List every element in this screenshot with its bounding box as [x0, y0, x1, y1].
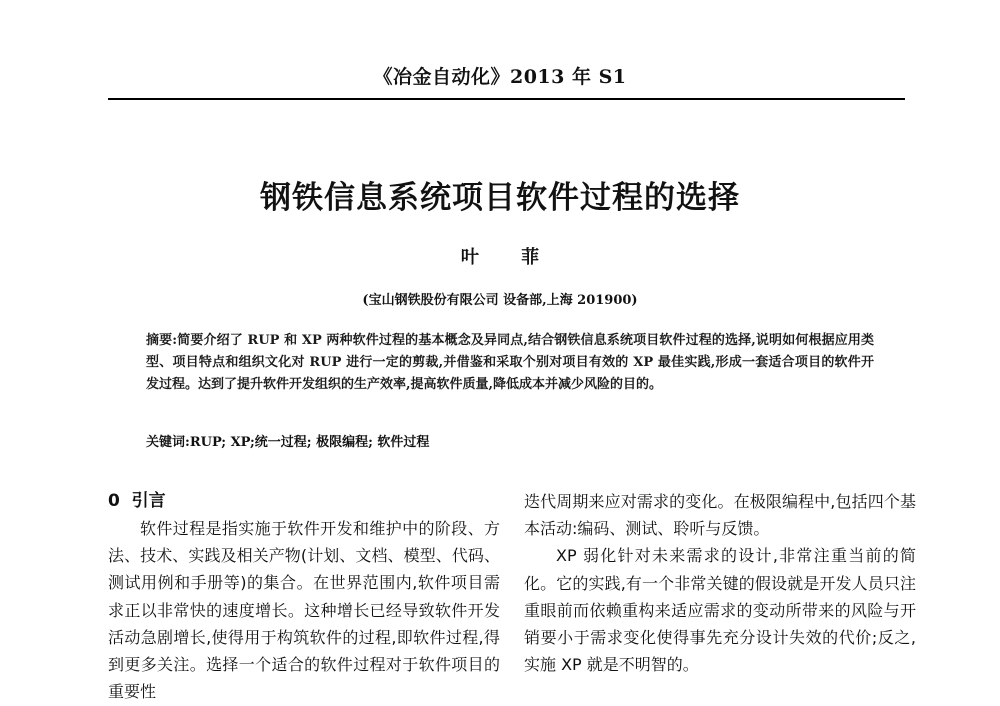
abstract — [146, 330, 874, 396]
body-paragraph-continued: 迭代周期来应对需求的变化。在极限编程中,包括四个基本活动:编码、测试、聆听与反馈。 — [524, 492, 916, 539]
abstract-text: 简要介绍了 RUP 和 XP 两种软件过程的基本概念及异同点,结合钢铁信息系统项目软件过程的选择,说明如何根据应用类型、项目特点和组织文化对 RUP 进行一定的剪裁,并借鉴和采取个别对项目有效的 XP 最佳实践,形成一套适合项目的软件开发过程。达到了提升软件开发组织的生产效率,提高软件质量,降低成本并减少风险的目的。 — [146, 333, 874, 392]
left-column — [108, 488, 500, 705]
abstract-label: 摘要: — [146, 333, 178, 348]
right-column — [524, 488, 916, 678]
keywords — [146, 432, 874, 454]
author-name: 叶 菲 — [460, 247, 558, 268]
body-paragraph: XP 弱化针对未来需求的设计,非常注重当前的简化。它的实践,有一个非常关键的假设就是开发人员只注重眼前而依赖重构来适应需求的变动所带来的风险与开销要小于需求变化使得事先充分设计失效的代价;反之,实施 XP 就是不明智的。 — [524, 546, 916, 675]
keywords-label: 关键词: — [146, 435, 190, 450]
header-rule — [108, 98, 905, 100]
journal-header: 《冶金自动化》2013 年 S1 — [373, 66, 627, 88]
section-heading-introduction: 0 引言 — [108, 491, 166, 511]
body-paragraph: 软件过程是指实施于软件开发和维护中的阶段、方法、技术、实践及相关产物(计划、文档、模型、代码、测试用例和手册等)的集合。在世界范围内,软件项目需求正以非常快的速度增长。这种增长已经导致软件开发活动急剧增长,使得用于构筑软件的过程,即软件过程,得到更多关注。选择一个适合的软件过程对于软件项目的重要性 — [108, 519, 500, 702]
paper-title: 钢铁信息系统项目软件过程的选择 — [260, 180, 740, 216]
author-affiliation: (宝山钢铁股份有限公司 设备部,上海 201900) — [362, 293, 638, 308]
keywords-text: RUP; XP;统一过程; 极限编程; 软件过程 — [189, 435, 430, 450]
